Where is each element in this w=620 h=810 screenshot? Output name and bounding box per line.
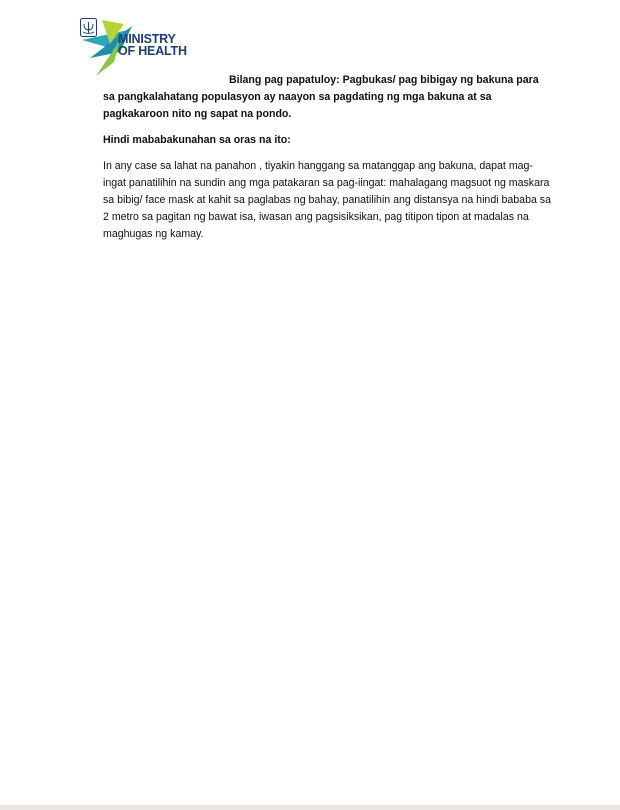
logo-line1: MINISTRY: [118, 32, 176, 46]
section-heading: Hindi mababakunahan sa oras na ito:: [103, 134, 291, 146]
logo-line2: OF HEALTH: [118, 44, 187, 58]
intro-paragraph: Bilang pag papatuloy: Pagbukas/ pag bibigay ng bakuna para sa pangkalahatang populasyon ay naayon sa pagdating ng mga bakuna at sa pagkakaroon nito ng sapat na pondo.: [103, 74, 539, 120]
ministry-of-health-logo: [80, 18, 230, 78]
logo-text: [118, 33, 187, 57]
document-body: [103, 72, 553, 243]
state-emblem-icon: [80, 18, 97, 37]
page-bottom-edge: [0, 805, 620, 810]
precautions-paragraph: In any case sa lahat na panahon , tiyakin hanggang sa matanggap ang bakuna, dapat mag-ingat panatilihin na sundin ang mga patakaran sa pag-iingat: mahalagang magsuot ng maskara sa bibig/ face mask at kahit sa paglabas ng bahay, panatilihin ang distansya na hindi bababa sa 2 metro sa pagitan ng bawat isa, iwasan ang pagsisiksikan, pag titipon tipon at madalas na maghugas ng kamay.: [103, 160, 551, 240]
